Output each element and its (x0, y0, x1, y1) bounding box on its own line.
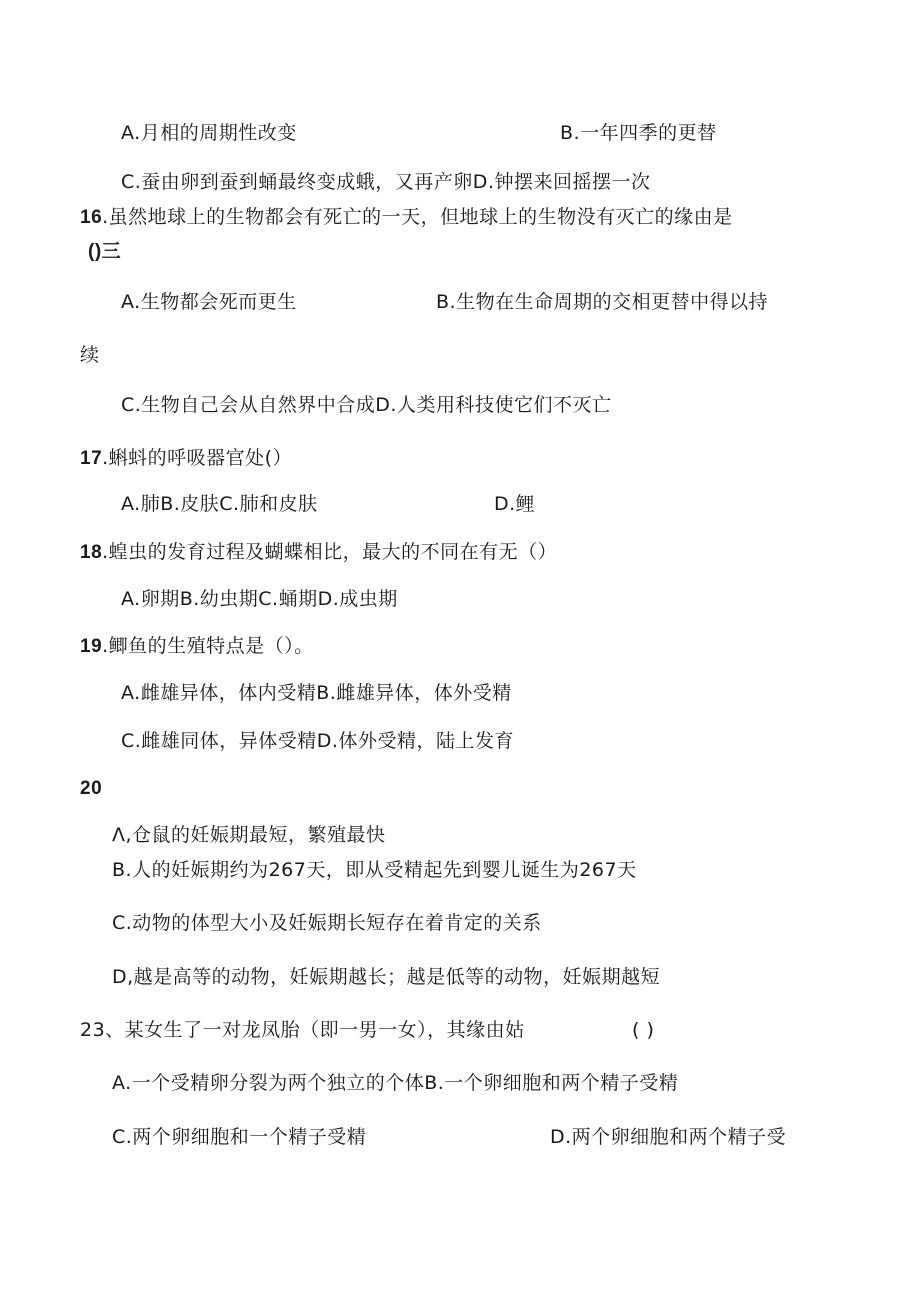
q16-question (80, 205, 733, 230)
q19-option-cd: C.雌雄同体，异体受精D.体外受精，陆上发育 (121, 730, 514, 752)
q19-stem: .鲫鱼的生殖特点是（）。 (102, 635, 314, 657)
q18-options: A.卵期B.幼虫期C.蛹期D.成虫期 (121, 588, 398, 610)
q16-option-b-cont: 续 (80, 344, 100, 366)
q16-option-cd: C.生物自己会从自然界中合成D.人类用科技使它们不灭亡 (121, 394, 612, 416)
q20-option-b: B.人的妊娠期约为267天，即从受精起先到婴儿诞生为267天 (112, 859, 637, 881)
q19-question (80, 634, 314, 659)
q20-option-a: Λ,仓鼠的妊娠期最短，繁殖最快 (112, 824, 386, 846)
q16-stem-cont: ()三 (88, 241, 122, 262)
q16-stem: .虽然地球上的生物都会有死亡的一天，但地球上的生物没有灭亡的缘由是 (102, 206, 733, 228)
q17-option-abc: A.肺B.皮肤C.肺和皮肤 (121, 493, 318, 515)
q17-question (80, 446, 292, 471)
q15-option-cd: C.蚕由卵到蚕到蛹最终变成蛾，又再产卵D.钟摆来回摇摆一次 (121, 171, 651, 193)
q19-option-ab: A.雌雄异体，体内受精B.雌雄异体，体外受精 (121, 682, 512, 704)
q16-option-b: B.生物在生命周期的交相更替中得以持 (436, 291, 769, 313)
q23-option-c: C.两个卵细胞和一个精子受精 (112, 1126, 367, 1148)
q23-question: 23、某女生了一对龙凤胎（即一男一女），其缘由姑 (80, 1019, 525, 1041)
q20-option-d: D,越是高等的动物，妊娠期越长；越是低等的动物，妊娠期越短 (112, 966, 661, 988)
q15-option-b: B.一年四季的更替 (560, 122, 717, 144)
q18-number: 18 (80, 542, 103, 563)
q23-option-d: D.两个卵细胞和两个精子受 (550, 1126, 787, 1148)
q18-question (80, 540, 557, 565)
q16-number: 16 (80, 207, 103, 228)
q23-answer-paren: ( ) (632, 1019, 655, 1041)
q17-option-d: D.鲤 (494, 493, 536, 515)
q17-number: 17 (80, 448, 103, 469)
q15-option-a: A.月相的周期性改变 (121, 122, 297, 144)
q16-option-a: A.生物都会死而更生 (121, 291, 297, 313)
q17-stem: .蝌蚪的呼吸器官处(） (102, 447, 293, 469)
q18-stem: .蝗虫的发育过程及蝴蝶相比，最大的不同在有无（） (102, 541, 558, 563)
q20-option-c: C.动物的体型大小及妊娠期长短存在着肯定的关系 (112, 912, 542, 934)
q19-number: 19 (80, 636, 103, 657)
q20-number: 20 (80, 778, 103, 799)
q23-option-ab: A.一个受精卵分裂为两个独立的个体B.一个卵细胞和两个精子受精 (112, 1072, 679, 1094)
